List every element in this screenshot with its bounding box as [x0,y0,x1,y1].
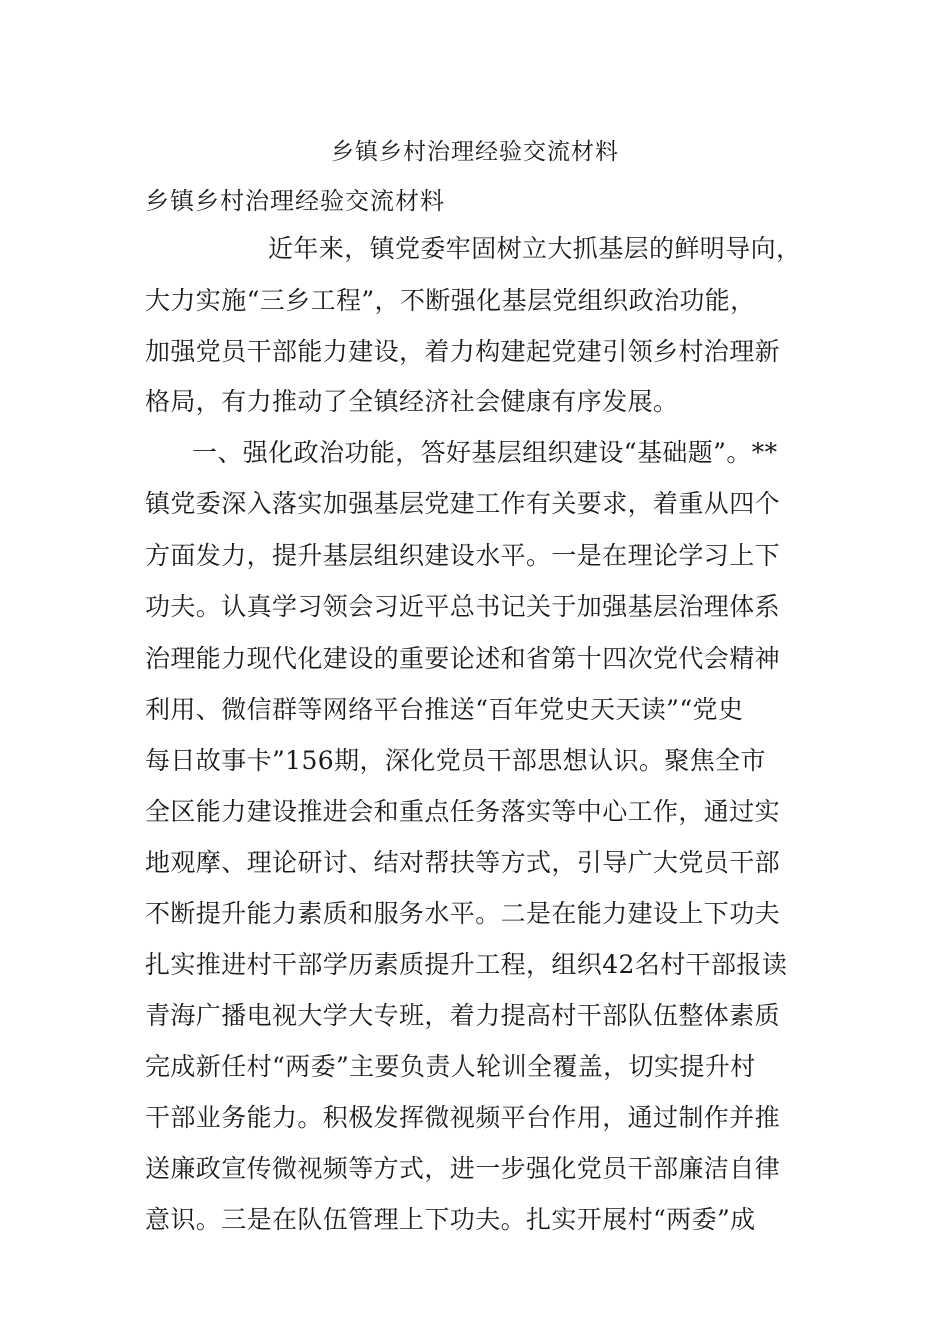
paragraph-line: 大力实施“三乡工程”，不断强化基层党组织政治功能， [145,286,756,315]
document-title: 乡镇乡村治理经验交流材料 [331,139,619,165]
paragraph-line: 方面发力，提升基层组织建设水平。一是在理论学习上下 [145,541,781,570]
paragraph-line: 加强党员干部能力建设，着力构建起党建引领乡村治理新 [145,337,781,366]
paragraph-line: 地观摩、理论研讨、结对帮扶等方式，引导广大党员干部 [145,848,781,877]
paragraph-line: 干部业务能力。积极发挥微视频平台作用，通过制作并推 [145,1103,781,1132]
paragraph-line: 完成新任村“两委”主要负责人轮训全覆盖，切实提升村 [145,1052,756,1081]
paragraph-line: 镇党委深入落实加强基层党建工作有关要求，着重从四个 [145,489,781,518]
paragraph-line: 格局，有力推动了全镇经济社会健康有序发展。 [145,387,679,416]
paragraph-line: 每日故事卡”156期，深化党员干部思想认识。聚焦全市 [145,746,766,775]
paragraph-line: 意识。三是在队伍管理上下功夫。扎实开展村“两委”成 [145,1205,756,1234]
section-heading-line: 一、强化政治功能，答好基层组织建设“基础题”。** [192,438,778,467]
document-subtitle: 乡镇乡村治理经验交流材料 [145,187,445,215]
paragraph-line: 全区能力建设推进会和重点任务落实等中心工作，通过实 [145,797,781,826]
paragraph-line: 治理能力现代化建设的重要论述和省第十四次党代会精神 [145,644,781,673]
paragraph-line: 送廉政宣传微视频等方式，进一步强化党员干部廉洁自律 [145,1154,781,1183]
paragraph-line: 利用、微信群等网络平台推送“百年党史天天读”“党史 [145,695,744,724]
paragraph-line: 功夫。认真学习领会习近平总书记关于加强基层治理体系 [145,592,781,621]
paragraph-line: 扎实推进村干部学历素质提升工程，组织42名村干部报读 [145,950,788,979]
paragraph-line: 不断提升能力素质和服务水平。二是在能力建设上下功夫 [145,899,781,928]
paragraph-line: 青海广播电视大学大专班，着力提高村干部队伍整体素质 [145,1001,781,1030]
paragraph-line: 近年来，镇党委牢固树立大抓基层的鲜明导向， [268,234,802,263]
